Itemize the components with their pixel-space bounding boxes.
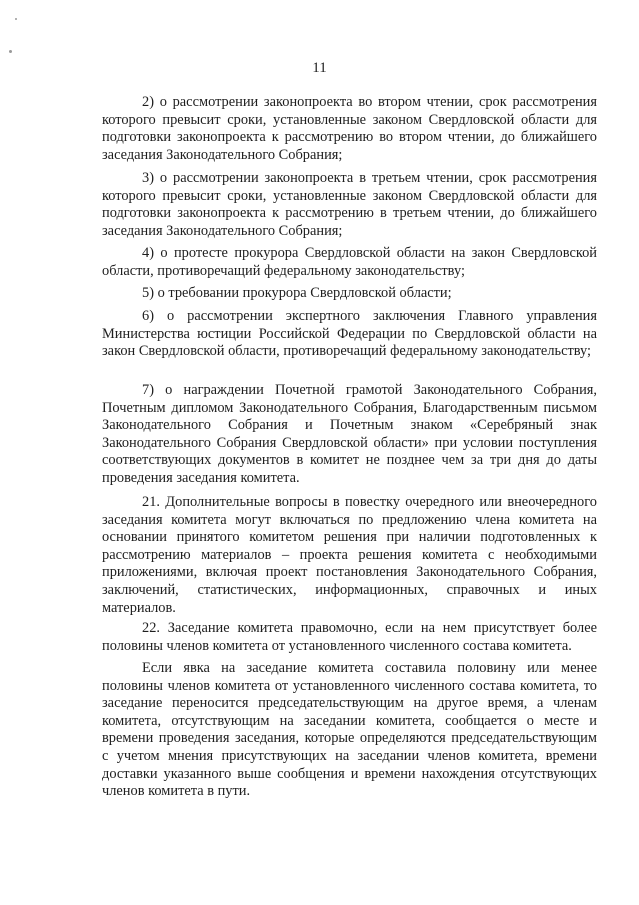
paragraph-item-5: 5) о требовании прокурора Свердловской области;: [142, 285, 452, 301]
paragraph-clause-22: 22. Заседание комитета правомочно, если на нем присутствует более половины членов комитета от установленного численного состава комитета.: [102, 620, 597, 654]
paragraph-item-6: 6) о рассмотрении экспертного заключения Главного управления Министерства юстиции Российской Федерации по Свердловской области на закон Свердловской области, противоречащий федеральному законодательству;: [102, 308, 597, 360]
paragraph-item-4: 4) о протесте прокурора Свердловской области на закон Свердловской области, противоречащий федеральному законодательству;: [102, 245, 597, 279]
scan-speck: [9, 50, 12, 53]
paragraph-clause-21: 21. Дополнительные вопросы в повестку очередного или внеочередного заседания комитета могут включаться по предложению члена комитета на основании принятого комитетом решения при наличии подготовленных к рассмотрению материалов – проекта решения комитета с необходимыми приложениями, включая проект постановления Законодательного Собрания, заключений, статистических, информационных, справочных и иных материалов.: [102, 494, 597, 616]
paragraph-item-7: 7) о награждении Почетной грамотой Законодательного Собрания, Почетным дипломом Законодательного Собрания, Благодарственным письмом Законодательного Собрания и Почетным знаком «Серебряный знак Законодательного Собрания Свердловской области» при условии поступления соответствующих документов в комитет не позднее чем за три дня до даты проведения заседания комитета.: [102, 382, 597, 486]
paragraph-item-2: 2) о рассмотрении законопроекта во втором чтении, срок рассмотрения которого превысит сроки, установленные законом Свердловской области для подготовки законопроекта к рассмотрению во втором чтении, до ближайшего заседания Законодательного Собрания;: [102, 94, 597, 163]
scan-speck: [15, 18, 17, 20]
paragraph-item-3: 3) о рассмотрении законопроекта в третьем чтении, срок рассмотрения которого превысит сроки, установленные законом Свердловской области для подготовки законопроекта к рассмотрению в третьем чтении, до ближайшего заседания Законодательного Собрания;: [102, 170, 597, 239]
paragraph-quorum: Если явка на заседание комитета составила половину или менее половины членов комитета от установленного численного состава комитета, то заседание переносится председательствующим на другое время, а членам комитета, отсутствующим на заседании комитета, сообщается о месте и времени проведения заседания, которые определяются председательствующим с учетом мнения присутствующих на заседании членов комитета, времени доставки указанного выше сообщения и времени нахождения отсутствующих членов комитета в пути.: [102, 660, 597, 800]
page-number: 11: [312, 60, 327, 76]
